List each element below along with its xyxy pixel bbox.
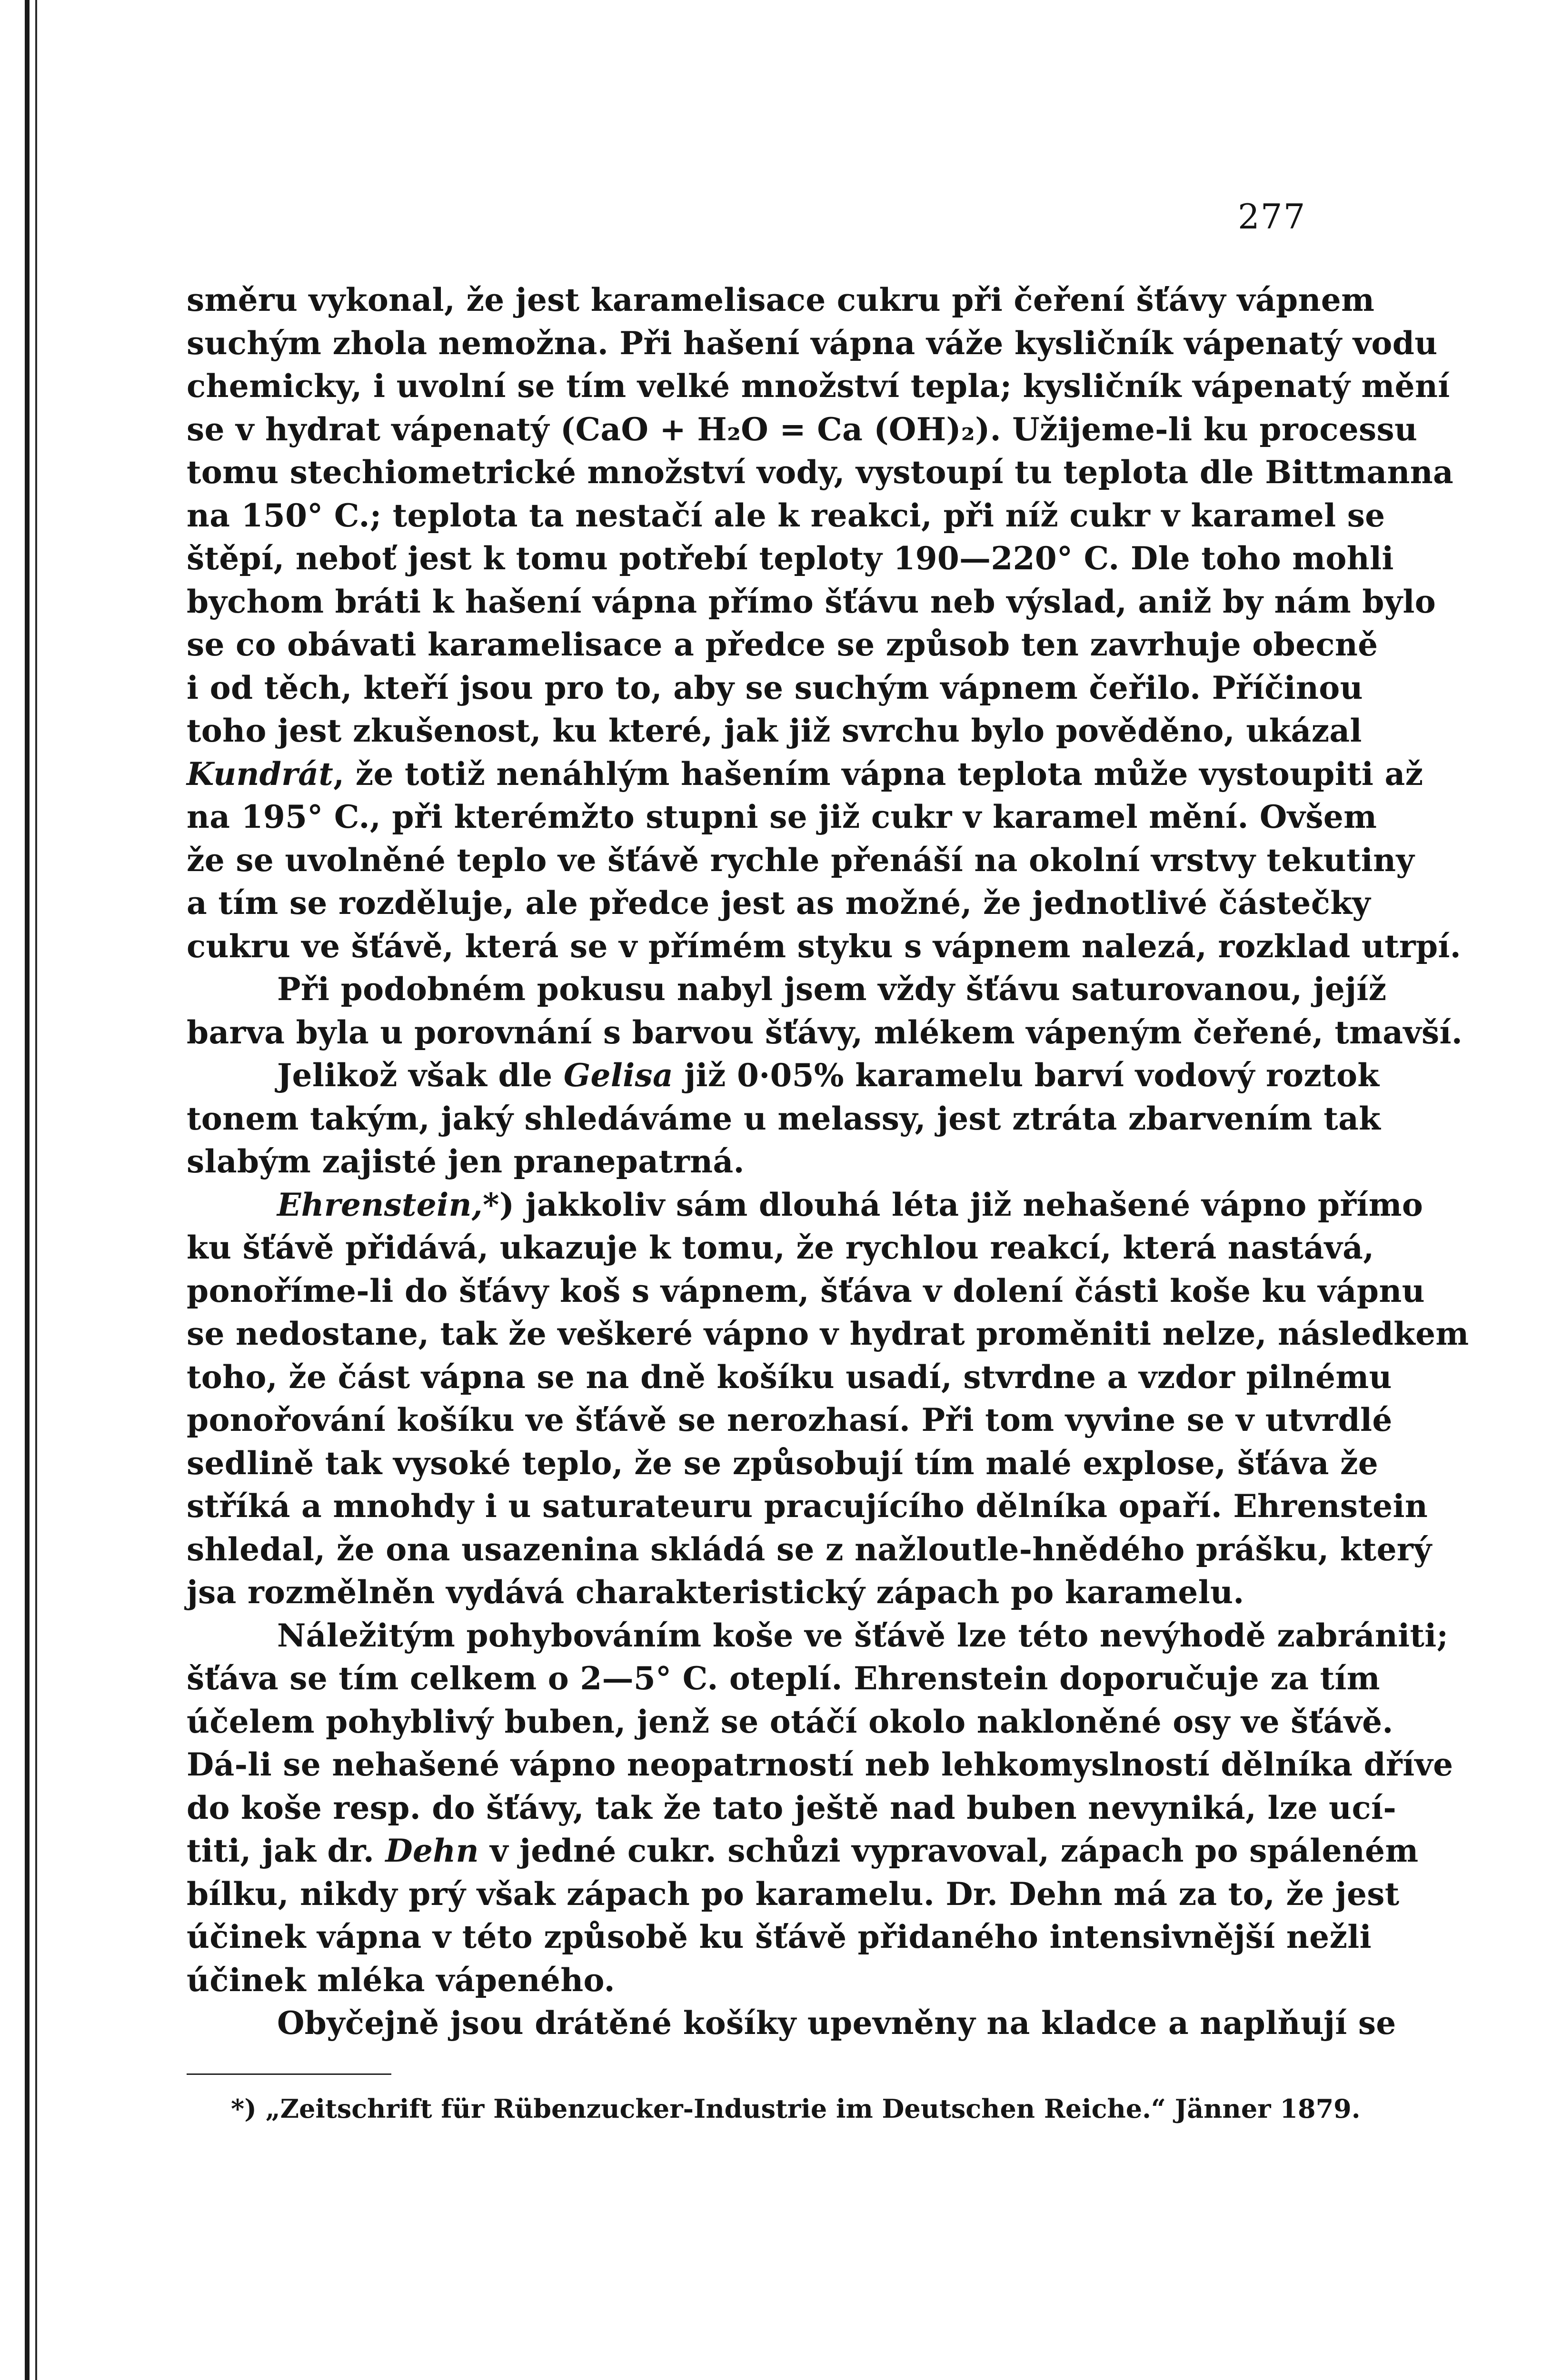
text-line: Obyčejně jsou drátěné košíky upevněny na kladce a naplňují se [277,2004,1396,2042]
text-line: slabým zajisté jen pranepatrná. [187,1143,745,1180]
text-line: tomu stechiometrické množství vody, vystoupí tu teplota dle Bittmanna [187,454,1454,491]
text-line: ponořování košíku ve šťávě se nerozhasí. Při tom vyvine se v utvrdlé [187,1401,1393,1438]
text-line: shledal, že ona usazenina skládá se z nažloutle-hnědého prášku, který [187,1530,1432,1568]
text-line: ponoříme-li do šťávy koš s vápnem, šťáva v dolení části koše ku vápnu [187,1272,1425,1309]
text-line: suchým zhola nemožna. Při hašení vápna váže kysličník vápenatý vodu [187,324,1438,362]
text-line: Ehrenstein,*) jakkoliv sám dlouhá léta již nehašené vápno přímo [277,1186,1423,1223]
text-line: a tím se rozděluje, ale předce jest as možné, že jednotlivé částečky [187,884,1371,922]
text-line: šťáva se tím celkem o 2—5° C. oteplí. Ehrenstein doporučuje za tím [187,1660,1380,1697]
text-line: toho jest zkušenost, ku které, jak již svrchu bylo pověděno, ukázal [187,712,1362,749]
text-line: účelem pohyblivý buben, jenž se otáčí okolo nakloněné osy ve šťávě. [187,1703,1393,1740]
text-line: i od těch, kteří jsou pro to, aby se suchým vápnem čeřilo. Příčinou [187,669,1363,706]
text-line: na 195° C., při kterémžto stupni se již cukr v karamel mění. Ovšem [187,798,1377,835]
text-line: že se uvolněné teplo ve šťávě rychle přenáší na okolní vrstvy tekutiny [187,841,1415,879]
text-line: Při podobném pokusu nabyl jsem vždy šťávu saturovanou, jejíž [277,971,1387,1008]
text-line: sedlině tak vysoké teplo, že se způsobují tím malé explose, šťáva že [187,1444,1379,1482]
text-line: do koše resp. do šťávy, tak že tato ještě nad buben nevyniká, lze ucí- [187,1789,1397,1826]
text-line: směru vykonal, že jest karamelisace cukru při čeření šťávy vápnem [187,281,1375,318]
page-binding-edge-inner [35,0,37,2380]
text-line: tonem takým, jaký shledáváme u melassy, jest ztráta zbarvením tak [187,1100,1381,1137]
footnote: *) „Zeitschrift für Rübenzucker-Industrie im Deutschen Reiche.“ Jänner 1879. [231,2093,1361,2124]
page-binding-edge [25,0,30,2380]
body-text [187,278,1469,2045]
text-line: účinek mléka vápeného. [187,1961,615,1999]
text-line: titi, jak dr. Dehn v jedné cukr. schůzi vypravoval, zápach po spáleném [187,1832,1419,1869]
text-line: Dá-li se nehašené vápno neopatrností neb lehkomyslností dělníka dříve [187,1746,1453,1783]
text-line: se v hydrat vápenatý (CaO + H₂O = Ca (OH)₂). Užijeme-li ku processu [187,410,1418,448]
footnote-divider [187,2073,391,2075]
text-line: štěpí, neboť jest k tomu potřebí teploty 190—220° C. Dle toho mohli [187,540,1394,577]
text-line: na 150° C.; teplota ta nestačí ale k reakci, při níž cukr v karamel se [187,496,1385,534]
text-line: Náležitým pohybováním koše ve šťávě lze této nevýhodě zabrániti; [277,1616,1449,1654]
text-line: stříká a mnohdy i u saturateuru pracujícího dělníka opaří. Ehrenstein [187,1488,1428,1525]
text-line: bychom bráti k hašení vápna přímo šťávu neb výslad, aniž by nám bylo [187,583,1436,620]
page-number: 277 [1238,197,1306,237]
text-line: se nedostane, tak že veškeré vápno v hydrat proměniti nelze, následkem [187,1315,1469,1352]
text-line: jsa rozmělněn vydává charakteristický zápach po karamelu. [187,1574,1244,1611]
text-line: barva byla u porovnání s barvou šťávy, mlékem vápeným čeřené, tmavší. [187,1013,1463,1051]
text-line: cukru ve šťávě, která se v přímém styku s vápnem nalezá, rozklad utrpí. [187,927,1462,965]
text-line: se co obávati karamelisace a předce se způsob ten zavrhuje obecně [187,626,1378,663]
text-line: toho, že část vápna se na dně košíku usadí, stvrdne a vzdor pilnému [187,1358,1392,1396]
text-line: bílku, nikdy prý však zápach po karamelu. Dr. Dehn má za to, že jest [187,1875,1400,1913]
text-line: účinek vápna v této způsobě ku šťávě přidaného intensivnější nežli [187,1918,1372,1955]
text-line: chemicky, i uvolní se tím velké množství tepla; kysličník vápenatý mění [187,367,1450,405]
text-line: Jelikož však dle Gelisa již 0·05% karamelu barví vodový roztok [277,1057,1380,1094]
text-line: Kundrát, že totiž nenáhlým hašením vápna teplota může vystoupiti až [187,755,1423,793]
text-line: ku šťávě přidává, ukazuje k tomu, že rychlou reakcí, která nastává, [187,1229,1374,1266]
